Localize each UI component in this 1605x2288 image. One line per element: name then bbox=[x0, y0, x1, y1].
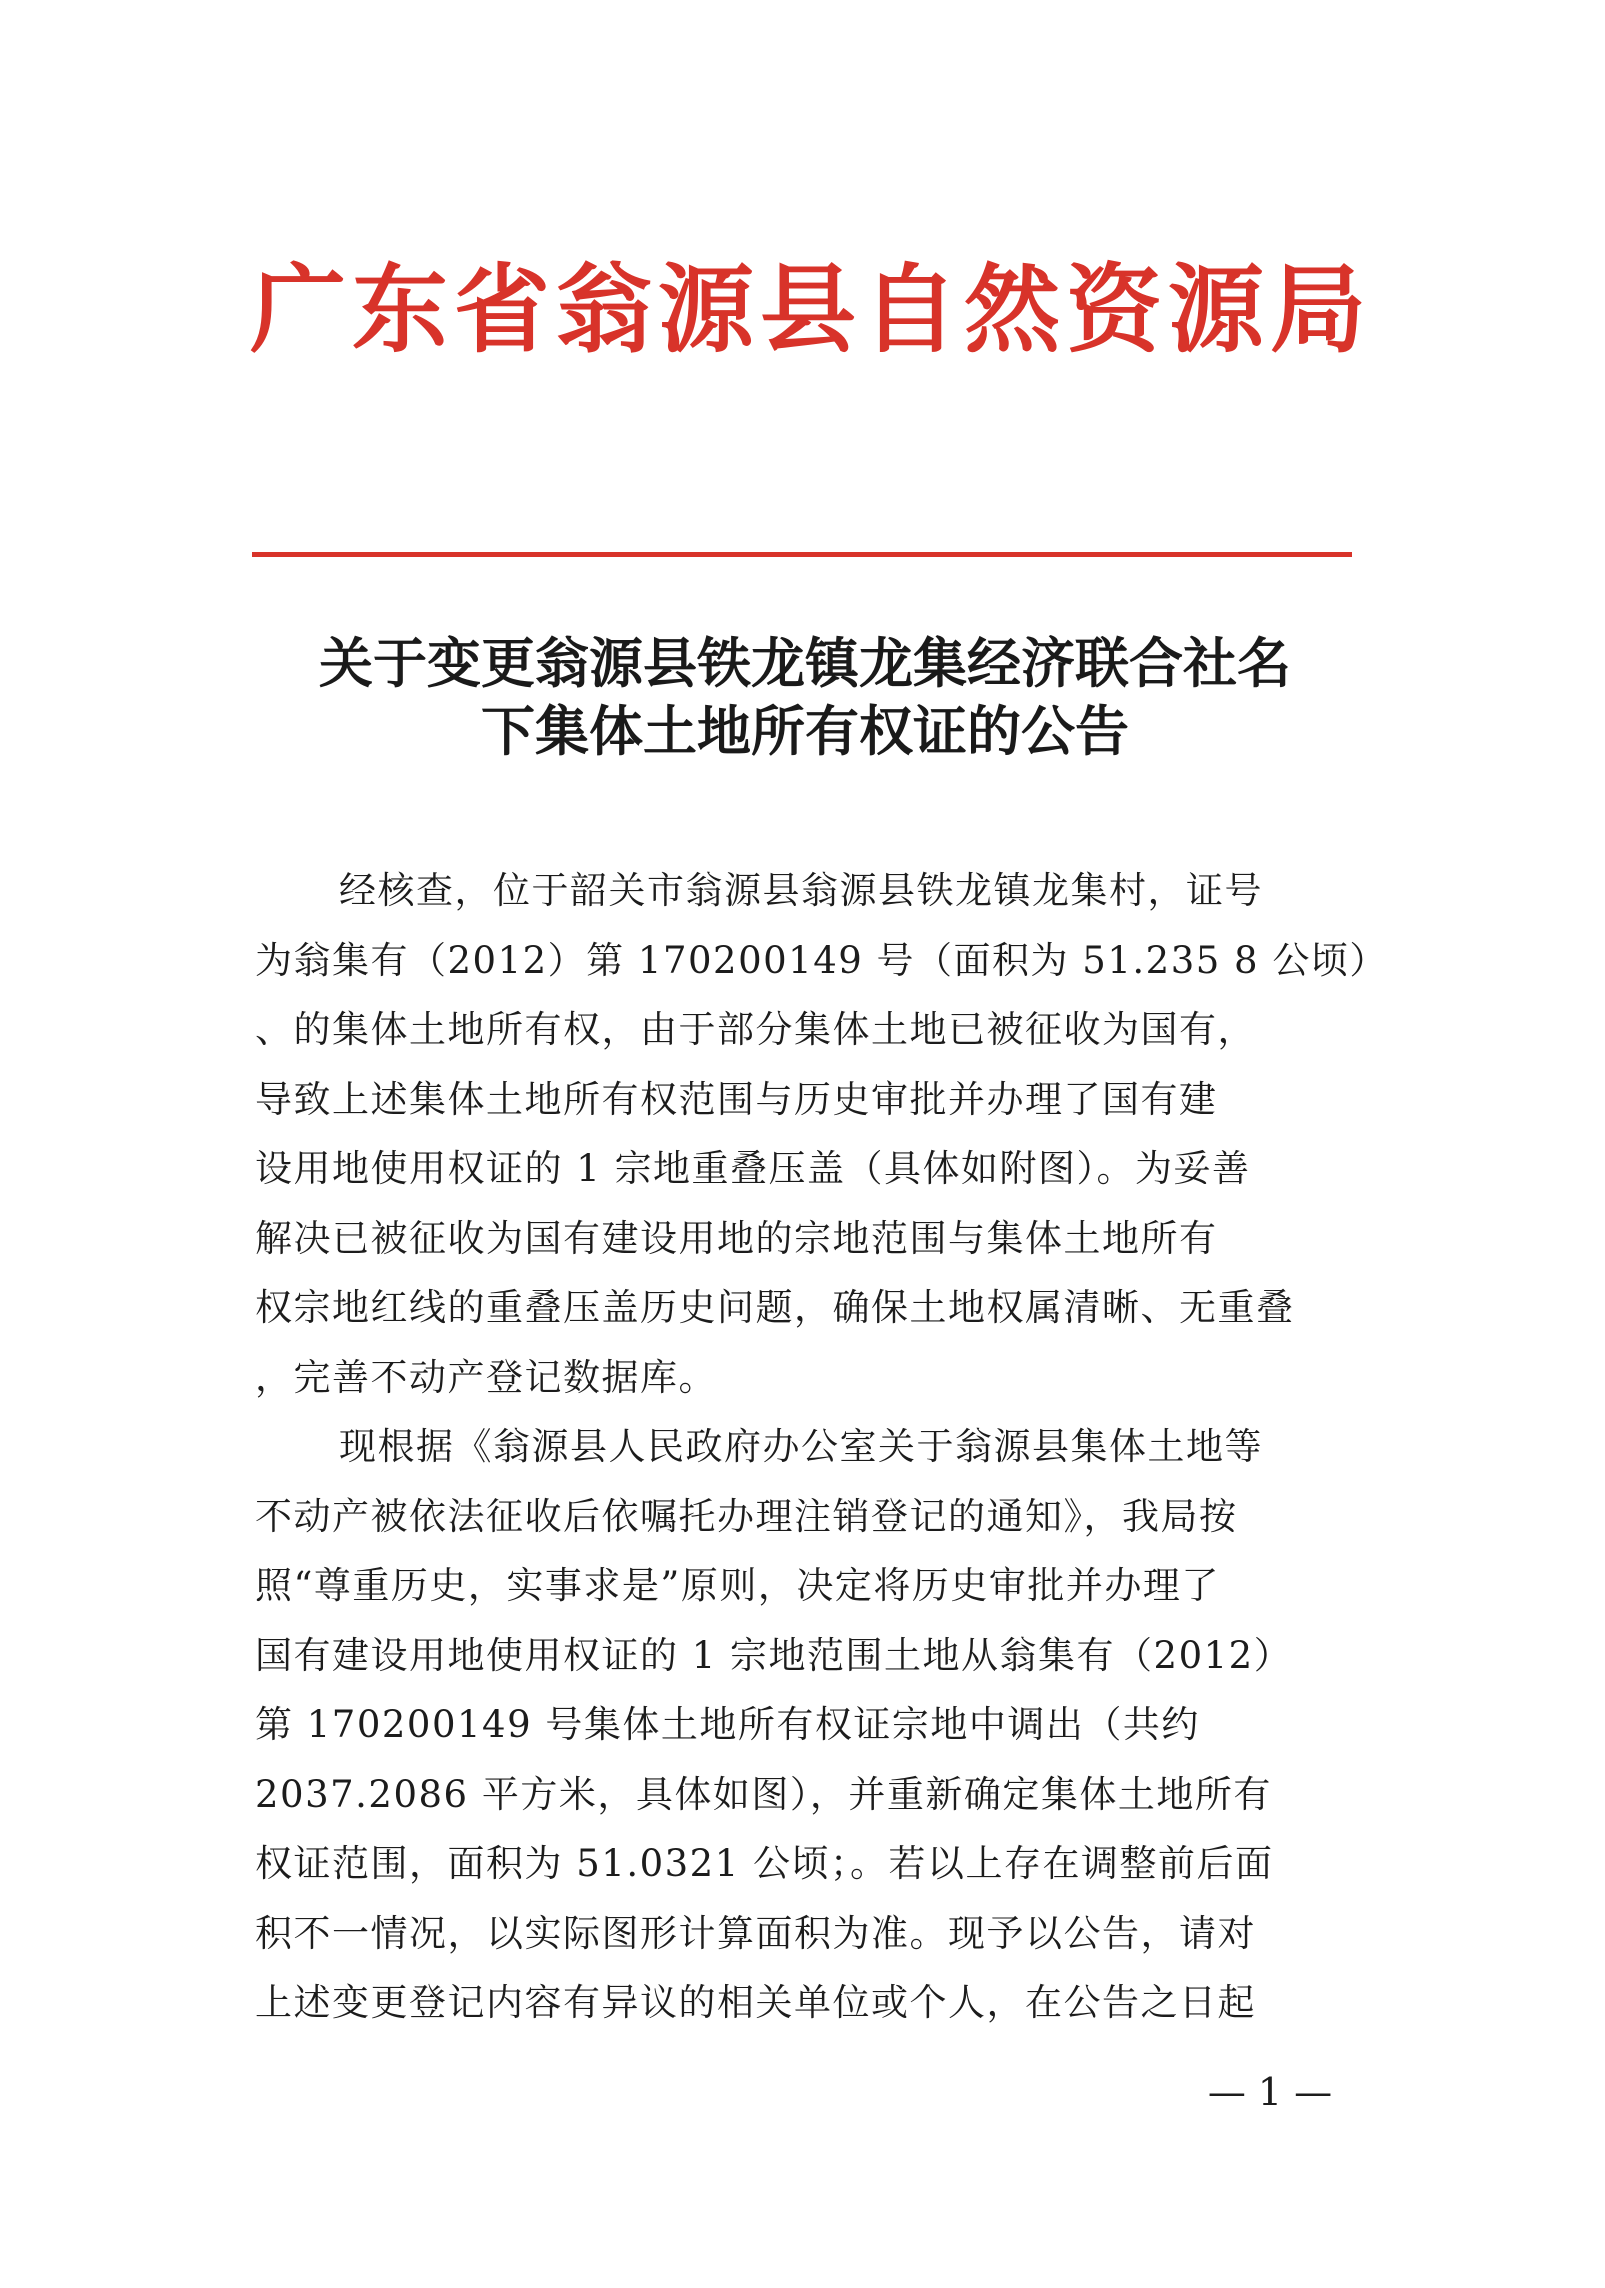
paragraph-2 bbox=[255, 1412, 1365, 2038]
notice-title-line-1: 关于变更翁源县铁龙镇龙集经济联合社名 bbox=[319, 632, 1291, 695]
paragraph-line: 积不一情况，以实际图形计算面积为准。现予以公告，请对 bbox=[255, 1911, 1256, 1955]
paragraph-line: 为翁集有（2012）第 170200149 号（面积为 51.235 8 公顷） bbox=[255, 938, 1388, 982]
paragraph-line: 设用地使用权证的 1 宗地重叠压盖（具体如附图）。为妥善 bbox=[255, 1147, 1251, 1190]
paragraph-1 bbox=[255, 856, 1388, 1412]
paragraph-line: 不动产被依法征收后依嘱托办理注销登记的通知》，我局按 bbox=[255, 1494, 1238, 1538]
page-number: — 1 — bbox=[1207, 2070, 1333, 2114]
paragraph-line: 、的集体土地所有权，由于部分集体土地已被征收为国有， bbox=[255, 1008, 1256, 1051]
paragraph-line: 现根据《翁源县人民政府办公室关于翁源县集体土地等 bbox=[339, 1425, 1263, 1468]
paragraph-line: 经核查，位于韶关市翁源县翁源县铁龙镇龙集村，证号 bbox=[339, 869, 1263, 912]
letterhead-title: 广东省翁源县自然资源局 bbox=[250, 254, 1372, 366]
paragraph-line: 第 170200149 号集体土地所有权证宗地中调出（共约 bbox=[255, 1703, 1200, 1746]
notice-title bbox=[250, 630, 1360, 766]
paragraph-line: 权证范围，面积为 51.0321 公顷；。若以上存在调整前后面 bbox=[255, 1842, 1274, 1885]
paragraph-line: 解决已被征收为国有建设用地的宗地范围与集体土地所有 bbox=[255, 1216, 1218, 1260]
paragraph-line: 2037.2086 平方米，具体如图），并重新确定集体土地所有 bbox=[255, 1772, 1272, 1816]
notice-body bbox=[255, 856, 1388, 2038]
paragraph-line: 权宗地红线的重叠压盖历史问题，确保土地权属清晰、无重叠 bbox=[255, 1286, 1295, 1329]
paragraph-line: ，完善不动产登记数据库。 bbox=[255, 1355, 717, 1399]
paragraph-line: 国有建设用地使用权证的 1 宗地范围土地从翁集有（2012） bbox=[255, 1633, 1293, 1677]
paragraph-line: 导致上述集体土地所有权范围与历史审批并办理了国有建 bbox=[255, 1077, 1218, 1121]
red-divider-line bbox=[252, 552, 1352, 557]
notice-title-line-2: 下集体土地所有权证的公告 bbox=[481, 700, 1129, 763]
paragraph-line: 照“尊重历史，实事求是”原则，决定将历史审批并办理了 bbox=[255, 1564, 1220, 1607]
paragraph-line: 上述变更登记内容有异议的相关单位或个人，在公告之日起 bbox=[255, 1981, 1256, 2024]
